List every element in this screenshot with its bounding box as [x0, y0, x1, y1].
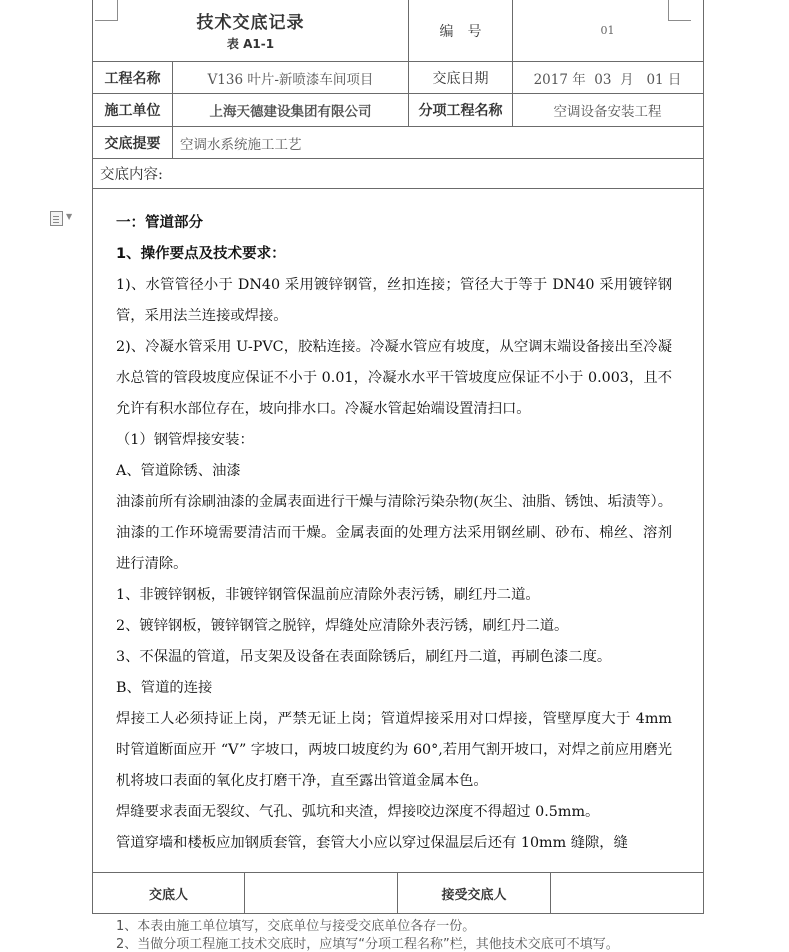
receiver-signature-field[interactable]	[551, 873, 702, 913]
content-paragraph: B、管道的连接	[116, 680, 213, 696]
row-divider	[92, 188, 704, 189]
form-title: 技术交底记录	[196, 13, 305, 33]
content-paragraph: 1、非镀锌钢板，非镀锌钢管保温前应清除外表污锈，刷红丹二道。	[116, 587, 540, 603]
discloser-signature-field[interactable]	[245, 873, 397, 913]
row-divider	[92, 158, 704, 159]
project-name-value: V136 叶片-新喷漆车间项目	[207, 71, 374, 88]
document-icon[interactable]	[50, 211, 63, 226]
content-label: 交底内容:	[100, 167, 163, 183]
content-paragraph: （1）钢管焊接安装：	[116, 432, 254, 448]
content-paragraph: 2)、冷凝水管采用 U-PVC，胶粘连接。冷凝水管应有坡度，从空调末端设备接出至冷凝水总管的管段坡度应保证不小于 0.01，冷凝水水平干管坡度应保证不小于 0.003，且不允许有积水部位存在，坡向排水口。冷凝水管起始端设置清扫口。	[116, 339, 672, 417]
sub-project-value: 空调设备安装工程	[553, 104, 662, 120]
discloser-label: 交底人	[148, 887, 188, 903]
content-paragraph: 2、镀锌钢板，镀锌钢管之脱锌，焊缝处应清除外表污锈，刷红丹二道。	[116, 618, 569, 634]
number-label: 编 号	[439, 23, 482, 40]
chevron-down-icon[interactable]: ▼	[66, 212, 73, 221]
content-paragraph: 管道穿墙和楼板应加钢质套管，套管大小应以穿过保温层后还有 10mm 缝隙，缝	[116, 835, 628, 851]
form-number: 表 A1-1	[226, 37, 275, 51]
summary-value: 空调水系统施工工艺	[180, 136, 302, 153]
content-paragraph: 油漆前所有涂刷油漆的金属表面进行干燥与清除污染杂物(灰尘、油脂、锈蚀、垢渍等）。 油漆的工作环境需要清洁而干燥。金属表面的处理方法采用钢丝刷、砂布、棉丝、溶剂进行清除。	[116, 494, 673, 572]
disclosure-content	[116, 208, 672, 859]
section-heading: 一：管道部分	[116, 215, 203, 231]
content-paragraph: 1)、水管管径小于 DN40 采用镀锌钢管，丝扣连接；管径大于等于 DN40 采用镀锌钢管，采用法兰连接或焊接。	[116, 277, 672, 324]
number-value: 01	[600, 24, 615, 37]
content-paragraph: A、管道除锈、油漆	[116, 463, 241, 479]
content-paragraph: 焊接工人必须持证上岗，严禁无证上岗；管道焊接采用对口焊接，管壁厚度大于 4mm 时管道断面应开 “V” 字坡口，两坡口坡度约为 60°,若用气割开坡口，对焊之前应用磨光机将坡口表面的氧化皮打磨干净，直至露出管道金属本色。	[116, 711, 672, 789]
date-label: 交底日期	[432, 70, 489, 87]
content-paragraph: 焊缝要求表面无裂纹、气孔、弧坑和夹渣，焊接咬边深度不得超过 0.5mm。	[116, 804, 600, 820]
receiver-label: 接受交底人	[441, 887, 507, 903]
footnote: 1、本表由施工单位填写，交底单位与接受交底单位各存一份。	[116, 919, 476, 934]
section-subheading: 1、操作要点及技术要求：	[116, 246, 286, 262]
footnote: 2、当做分项工程施工技术交底时，应填写“分项工程名称”栏，其他技术交底可不填写。	[116, 937, 619, 952]
date-value: 2017 年 03 月 01 日	[533, 71, 682, 88]
construction-unit-label: 施工单位	[104, 103, 161, 119]
form-title-block	[93, 8, 408, 52]
row-divider	[92, 913, 704, 914]
sub-project-label: 分项工程名称	[418, 103, 503, 119]
content-paragraph: 3、不保温的管道，吊支架及设备在表面除锈后，刷红丹二道，再刷色漆二度。	[116, 649, 612, 665]
construction-unit-value: 上海天德建设集团有限公司	[209, 104, 372, 120]
summary-label: 交底提要	[104, 135, 161, 152]
project-name-label: 工程名称	[104, 70, 161, 87]
